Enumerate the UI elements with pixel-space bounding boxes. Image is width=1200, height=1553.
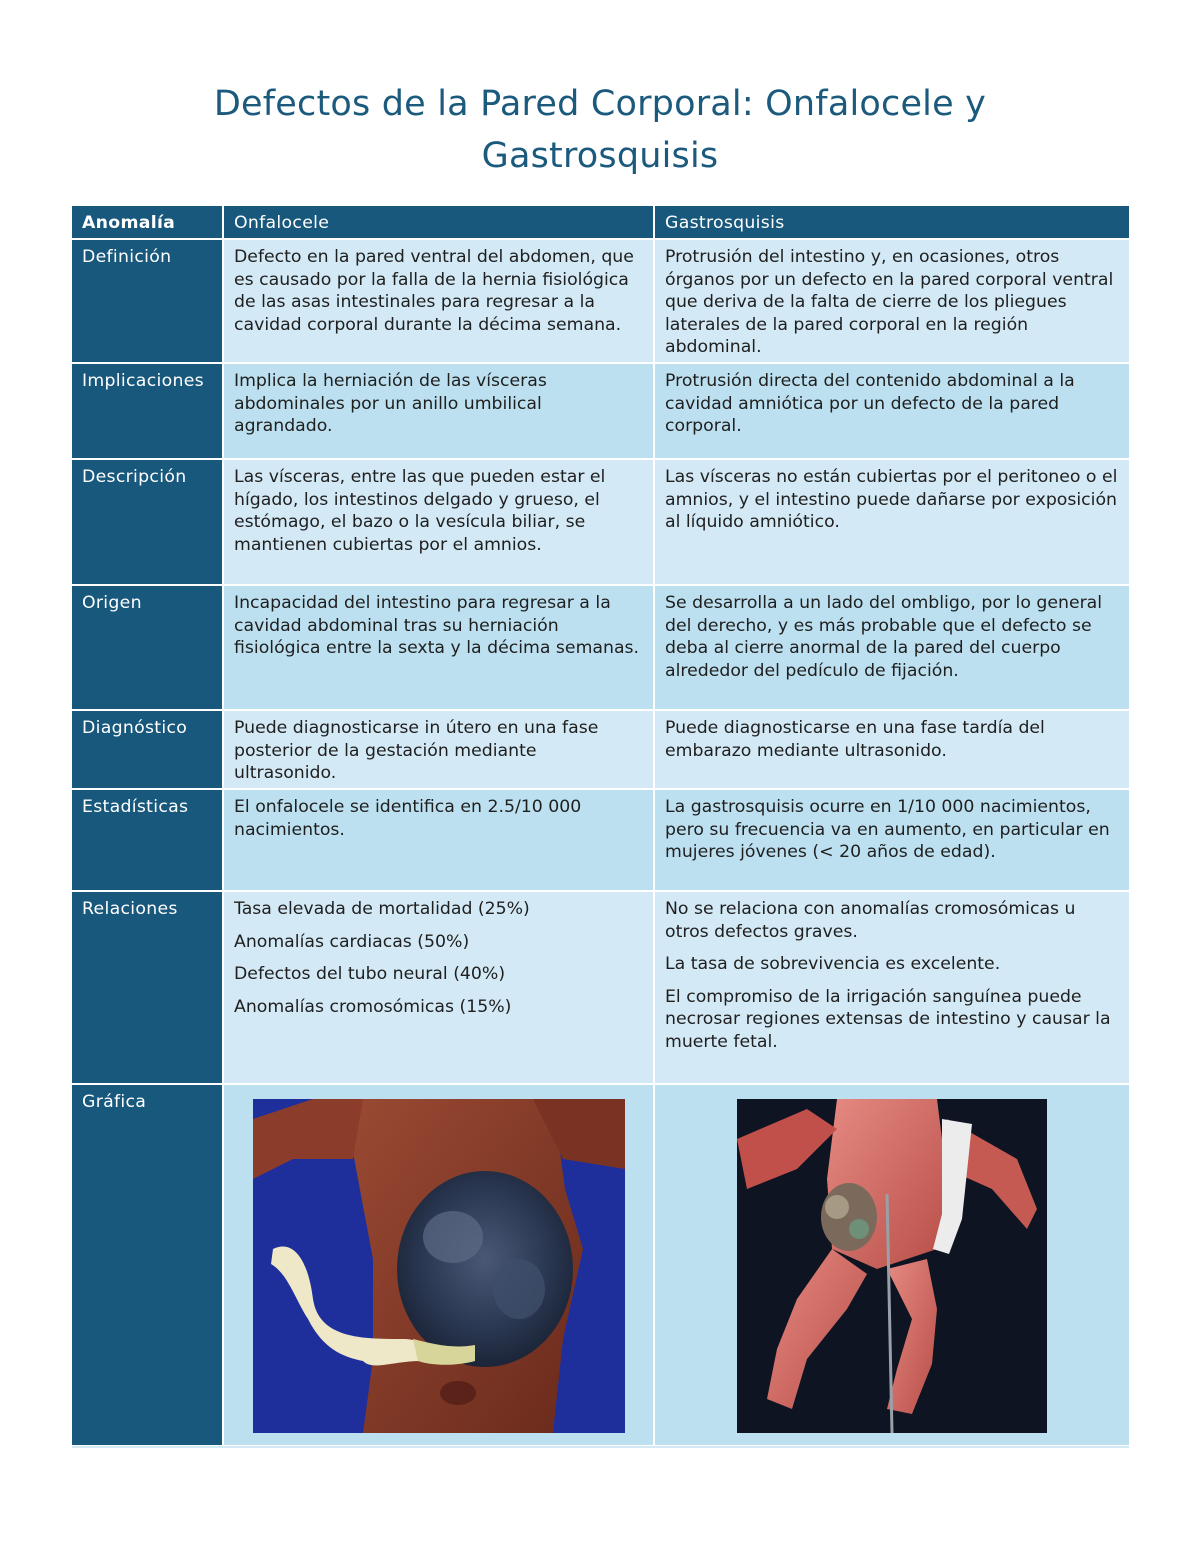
onfalocele-cell: El onfalocele se identifica en 2.5/10 000 nacimientos. (223, 789, 654, 891)
list-item: Defectos del tubo neural (40%) (234, 964, 506, 984)
onfalocele-cell: Incapacidad del intestino para regresar a la cavidad abdominal tras su herniación fisiológica entre la sexta y la décima semanas. (223, 585, 654, 710)
row-label: Relaciones (72, 891, 223, 1084)
table-row-estadisticas (72, 789, 1129, 891)
row-label: Estadísticas (72, 789, 223, 891)
gastrosquisis-cell (654, 891, 1129, 1084)
list-item: Anomalías cromosómicas (15%) (234, 996, 512, 1017)
row-label: Descripción (72, 459, 223, 585)
table-row-relaciones (72, 891, 1129, 1084)
omphalocele-photo (253, 1099, 625, 1433)
gastroschisis-photo (737, 1099, 1047, 1433)
row-label: Implicaciones (72, 363, 223, 459)
table-row-grafica (72, 1084, 1129, 1446)
table-row-diagnostico (72, 710, 1129, 789)
header-anomalia: Anomalía (72, 206, 223, 239)
list-item: No se relaciona con anomalías cromosómicas u otros defectos graves. (665, 899, 1076, 942)
header-gastrosquisis: Gastrosquisis (654, 206, 1129, 239)
table-bottom-rule (72, 1446, 1129, 1448)
list-item: Anomalías cardiacas (50%) (234, 931, 470, 952)
gastrosquisis-cell: Puede diagnosticarse en una fase tardía del embarazo mediante ultrasonido. (654, 710, 1129, 789)
header-onfalocele: Onfalocele (223, 206, 654, 239)
document-title: Defectos de la Pared Corporal: Onfalocele y Gastrosquisis (213, 84, 987, 176)
gastrosquisis-cell: Protrusión directa del contenido abdominal a la cavidad amniótica por un defecto de la pared corporal. (654, 363, 1129, 459)
onfalocele-cell (223, 1084, 654, 1446)
row-label: Diagnóstico (72, 710, 223, 789)
onfalocele-cell: Implica la herniación de las vísceras abdominales por un anillo umbilical agrandado. (223, 363, 654, 459)
onfalocele-cell: Puede diagnosticarse in útero en una fase posterior de la gestación mediante ultrasonido. (223, 710, 654, 789)
row-label: Gráfica (72, 1084, 223, 1446)
list-item: Tasa elevada de mortalidad (25%) (234, 899, 530, 919)
table-row-implicaciones (72, 363, 1129, 459)
table-row-definicion (72, 239, 1129, 363)
row-label: Definición (72, 239, 223, 363)
table-row-origen (72, 585, 1129, 710)
comparison-table (72, 206, 1129, 1447)
gastrosquisis-cell: Se desarrolla a un lado del ombligo, por lo general del derecho, y es más probable que el defecto se deba al cierre anormal de la pared del cuerpo alrededor del pedículo de fijación. (654, 585, 1129, 710)
onfalocele-cell: Defecto en la pared ventral del abdomen, que es causado por la falla de la hernia fisiológica de las asas intestinales para regresar a la cavidad corporal durante la décima semana. (223, 239, 654, 363)
gastrosquisis-cell (654, 1084, 1129, 1446)
onfalocele-cell (223, 891, 654, 1084)
list-item: El compromiso de la irrigación sanguínea puede necrosar regiones extensas de intestino y causar la muerte fetal. (665, 986, 1111, 1052)
onfalocele-cell: Las vísceras, entre las que pueden estar el hígado, los intestinos delgado y grueso, el estómago, el bazo o la vesícula biliar, se mantienen cubiertas por el amnios. (223, 459, 654, 585)
list-item: La tasa de sobrevivencia es excelente. (665, 954, 1001, 974)
gastrosquisis-cell: Protrusión del intestino y, en ocasiones, otros órganos por un defecto en la pared corporal ventral que deriva de la falta de cierre de los pliegues laterales de la pared corporal en la región abdominal. (654, 239, 1129, 363)
table-row-descripcion (72, 459, 1129, 585)
gastrosquisis-cell: Las vísceras no están cubiertas por el peritoneo o el amnios, y el intestino puede dañarse por exposición al líquido amniótico. (654, 459, 1129, 585)
table-header-row (72, 206, 1129, 239)
gastrosquisis-cell: La gastrosquisis ocurre en 1/10 000 nacimientos, pero su frecuencia va en aumento, en particular en mujeres jóvenes (< 20 años de edad). (654, 789, 1129, 891)
row-label: Origen (72, 585, 223, 710)
